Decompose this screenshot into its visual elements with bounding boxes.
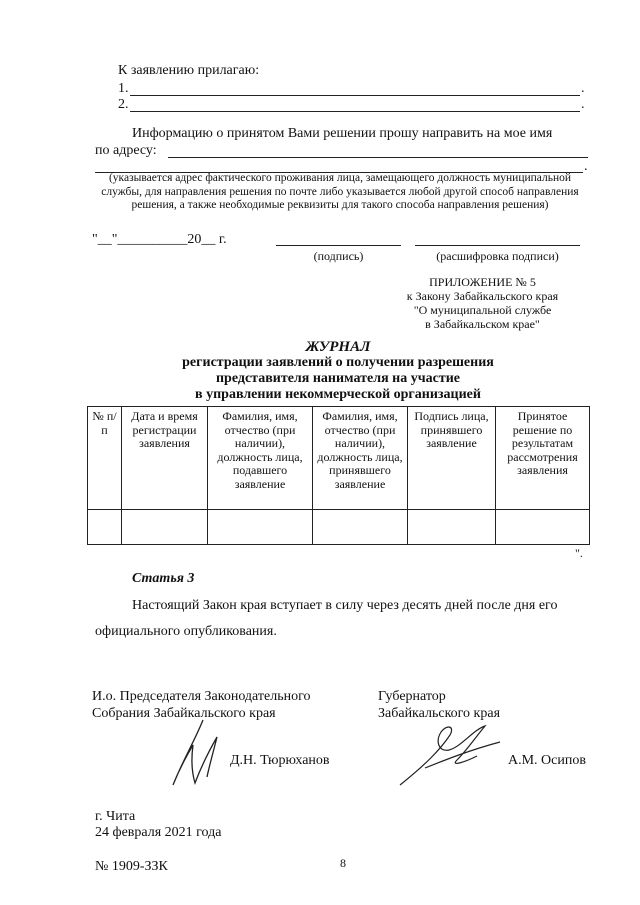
info-request-line1: Информацию о принятом Вами решении прошу направить на мое имя [132,126,553,141]
column-header-receiver: Фамилия, имя, отчество (при наличии), должность лица, принявшего заявление [313,407,408,510]
attachment-dot-2: . [581,97,585,112]
table-cell [208,510,313,545]
date-template: "__"__________20__ г. [92,232,227,247]
right-handwritten-signature [395,720,505,790]
place: г. Чита [95,809,136,824]
table-cell [122,510,208,545]
page-number: 8 [340,856,346,870]
appendix-line-2: к Закону Забайкальского края [406,289,559,303]
decoding-line [415,245,580,246]
left-signatory-title-line1: И.о. Председателя Законодательного [92,689,311,704]
address-dot: . [584,159,588,174]
attachment-item-1: 1. [118,81,129,96]
journal-title [87,339,589,403]
signature-label: (подпись) [313,249,364,263]
address-line-1 [168,157,588,158]
journal-title-line-3: представителя нанимателя на участие [215,371,460,386]
attachment-line-2 [130,111,580,112]
table-cell [496,510,590,545]
appendix-line-1: ПРИЛОЖЕНИЕ № 5 [429,275,536,289]
attachment-line-1 [130,95,580,96]
attachments-heading: К заявлению прилагаю: [118,63,260,78]
table-row [88,510,590,545]
journal-table [87,406,590,545]
left-handwritten-signature [165,715,235,790]
table-cell [408,510,496,545]
appendix-line-3: "О муниципальной службе [413,303,552,317]
column-header-signature: Подпись лица, принявшего заявление [408,407,496,510]
appendix-block [380,275,585,331]
law-number: № 1909-ЗЗК [95,859,168,874]
journal-title-line-2: регистрации заявлений о получении разрешения [182,355,494,370]
journal-title-line-4: в управлении некоммерческой организацией [195,387,481,402]
left-signatory-title-line2: Собрания Забайкальского края [92,706,276,721]
left-signatory-name: Д.Н. Тюрюханов [230,753,330,768]
right-signatory-title-line2: Забайкальского края [378,706,501,721]
column-header-number: № п/п [88,407,122,510]
address-note: (указывается адрес фактического проживания лица, замещающего должность муниципальной службы, для направления решения по почте либо указывается любой другой способ направления решения, а также необходимые реквизиты для такого способа направления решения) [101,172,579,211]
table-cell [88,510,122,545]
journal-title-line-1: ЖУРНАЛ [305,339,371,355]
right-signatory-title [378,688,500,722]
signature-line [276,245,401,246]
journal-header-row [88,407,590,510]
column-header-datetime: Дата и время регистрации заявления [122,407,208,510]
article-text-line1: Настоящий Закон края вступает в силу через десять дней после дня его [132,598,558,613]
attachment-dot-1: . [581,81,585,96]
article-title: Статья 3 [132,571,195,586]
column-header-decision: Принятое решение по результатам рассмотрения заявления [496,407,590,510]
closing-quote-mark: ". [575,546,583,560]
decoding-label: (расшифровка подписи) [436,249,559,263]
attachment-item-2: 2. [118,97,129,112]
right-signatory-name: А.М. Осипов [508,753,586,768]
appendix-line-4: в Забайкальском крае" [425,317,540,331]
right-signatory-title-line1: Губернатор [378,689,446,704]
info-request-line2: по адресу: [95,143,157,158]
article-text-line2: официального опубликования. [95,624,277,639]
column-header-applicant: Фамилия, имя, отчество (при наличии), должность лица, подавшего заявление [208,407,313,510]
table-cell [313,510,408,545]
signing-date: 24 февраля 2021 года [95,825,222,840]
